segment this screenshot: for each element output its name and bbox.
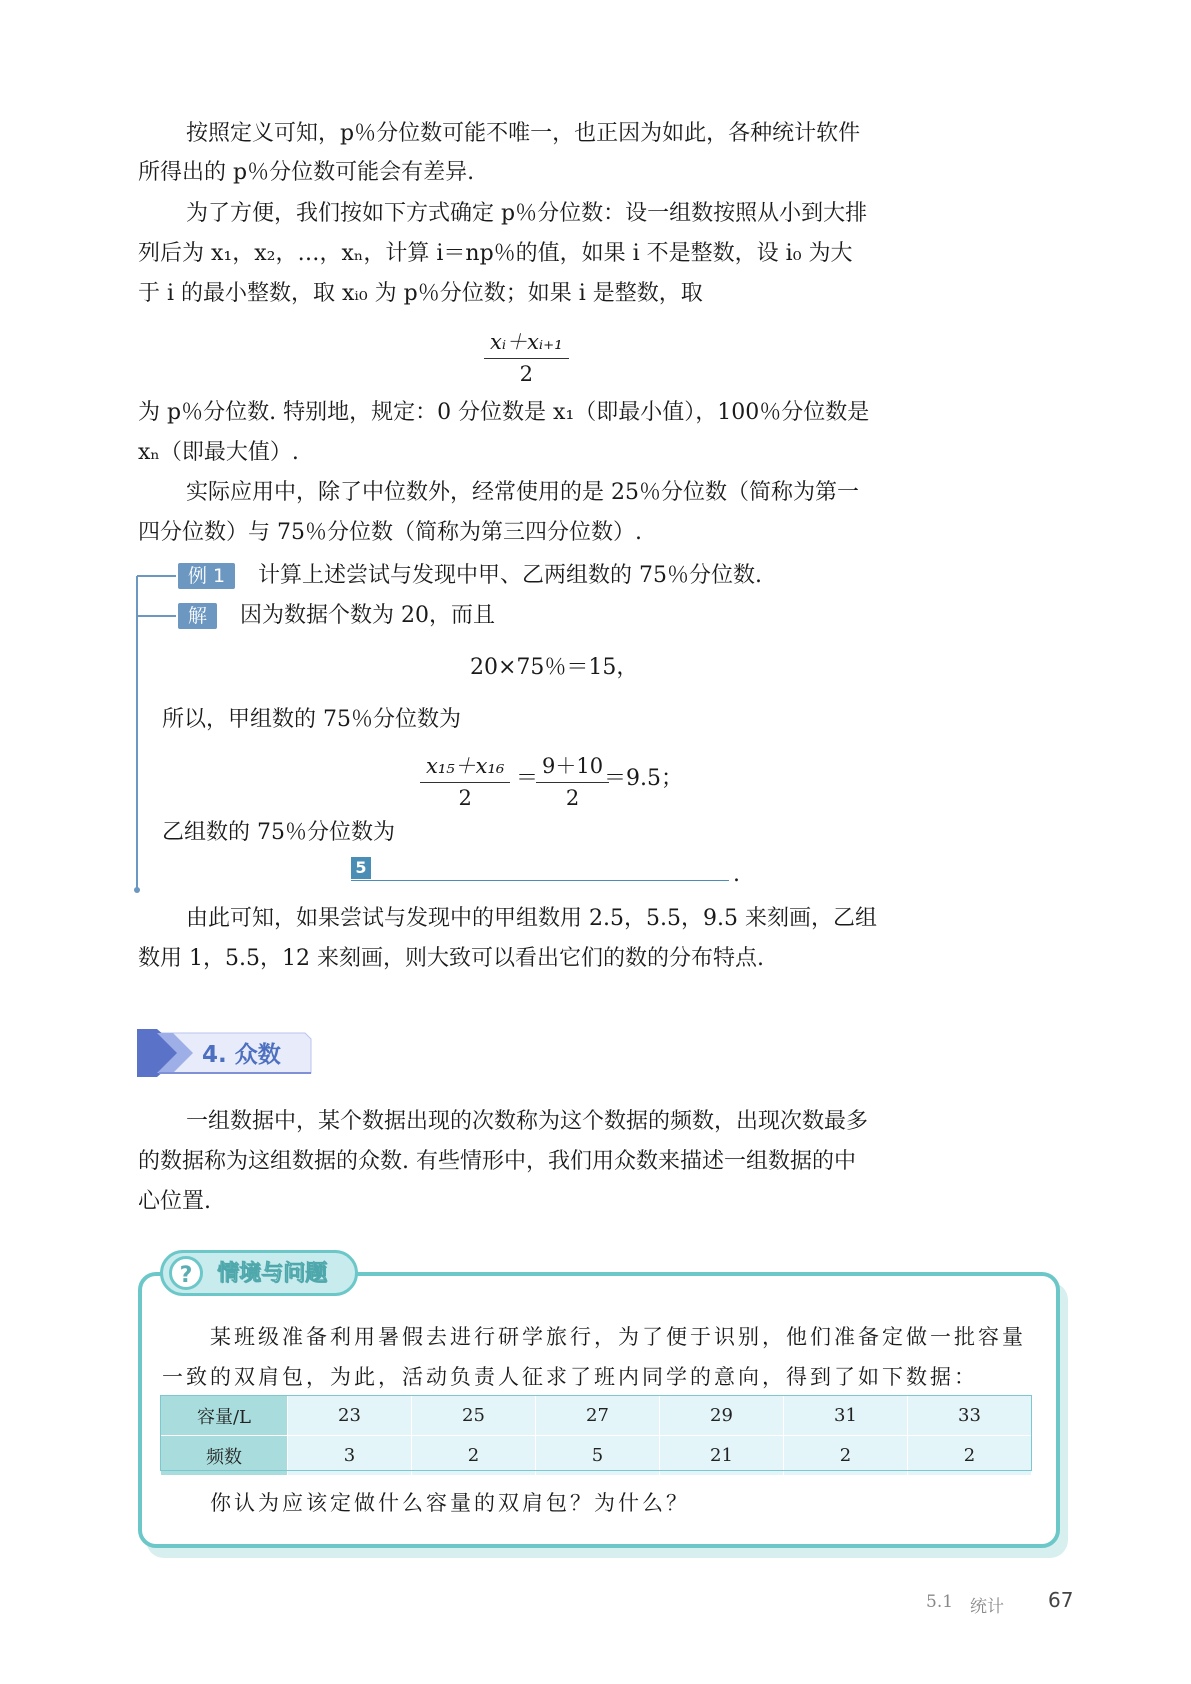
blank-period: .	[733, 862, 740, 887]
solution-line: 因为数据个数为 20，而且	[240, 603, 495, 628]
solution-line: 所以，甲组数的 75％分位数为	[162, 707, 461, 732]
paragraph-line: 所得出的 p％分位数可能会有差异.	[138, 160, 475, 185]
paragraph-line: 于 i 的最小整数，取 xᵢ₀ 为 p％分位数；如果 i 是整数，取	[138, 281, 703, 306]
paragraph-line: 列后为 x₁，x₂，…，xₙ，计算 i＝np％的值，如果 i 不是整数，设 i₀ 为大	[138, 241, 853, 266]
example-question: 计算上述尝试与发现中甲、乙两组数的 75％分位数.	[258, 563, 762, 588]
fraction-numerator: 9＋10	[536, 750, 609, 783]
table-cell: 23	[288, 1396, 412, 1436]
paragraph-line: 心位置.	[138, 1189, 211, 1214]
blank-number-badge: 5	[351, 857, 371, 879]
fraction-numerator: x₁₅＋x₁₆	[420, 750, 510, 783]
solution-label: 解	[178, 603, 217, 629]
paragraph-line: 数用 1，5.5，12 来刻画，则大致可以看出它们的数的分布特点.	[138, 946, 764, 971]
box-question: 你认为应该定做什么容量的双肩包？为什么？	[210, 1491, 690, 1515]
situation-tab	[160, 1250, 358, 1296]
paragraph-line: 一组数据中，某个数据出现的次数称为这个数据的频数，出现次数最多	[186, 1109, 869, 1134]
paragraph-line: 的数据称为这组数据的众数. 有些情形中，我们用众数来描述一组数据的中	[138, 1149, 856, 1174]
table-cell: 5	[536, 1436, 660, 1476]
table-cell: 33	[908, 1396, 1032, 1436]
equals-sign: ＝	[516, 766, 539, 791]
table-cell: 31	[784, 1396, 908, 1436]
box-paragraph-line: 某班级准备利用暑假去进行研学旅行，为了便于识别，他们准备定做一批容量	[210, 1325, 1026, 1349]
box-paragraph-line: 一致的双肩包，为此，活动负责人征求了班内同学的意向，得到了如下数据：	[162, 1365, 978, 1389]
fraction-percentile	[484, 326, 569, 386]
footer-chapter: 统计	[970, 1597, 1004, 1617]
fraction-denominator: 2	[458, 786, 472, 810]
situation-title: 情境与问题	[217, 1261, 328, 1286]
table-cell: 2	[784, 1436, 908, 1476]
section-title: 4. 众数	[202, 1042, 281, 1068]
table-cell: 2	[908, 1436, 1032, 1476]
solution-line: 乙组数的 75％分位数为	[162, 820, 395, 845]
paragraph-line: 为 p％分位数. 特别地，规定：0 分位数是 x₁（即最小值），100％分位数是	[138, 400, 870, 425]
paragraph-line: 四分位数）与 75％分位数（简称为第三四分位数）.	[138, 520, 642, 545]
capacity-frequency-table	[160, 1395, 1032, 1476]
fraction-denominator: 2	[519, 362, 533, 386]
example-label: 例 1	[178, 563, 235, 589]
page-number: 67	[1048, 1588, 1074, 1612]
answer-blank[interactable]	[351, 880, 729, 881]
section-heading	[137, 1029, 312, 1077]
fraction-9-10	[536, 750, 609, 810]
equation: 20×75％＝15，	[470, 655, 639, 680]
paragraph-line: 由此可知，如果尝试与发现中的甲组数用 2.5，5.5，9.5 来刻画，乙组	[186, 906, 877, 931]
footer-section-number: 5.1	[926, 1592, 954, 1612]
paragraph-line: xₙ（即最大值）.	[138, 440, 299, 465]
table-header-cell: 容量/L	[161, 1396, 288, 1436]
table-cell: 3	[288, 1436, 412, 1476]
table-cell: 21	[660, 1436, 784, 1476]
paragraph-line: 实际应用中，除了中位数外，经常使用的是 25％分位数（简称为第一	[186, 480, 859, 505]
table-cell: 2	[412, 1436, 536, 1476]
paragraph-line: 为了方便，我们按如下方式确定 p％分位数：设一组数按照从小到大排	[186, 201, 868, 226]
table-row	[161, 1436, 1032, 1476]
fraction-numerator: xᵢ＋xᵢ₊₁	[484, 326, 569, 359]
table-row	[161, 1396, 1032, 1436]
table-header-cell: 频数	[161, 1436, 288, 1476]
table-cell: 25	[412, 1396, 536, 1436]
table-cell: 29	[660, 1396, 784, 1436]
question-mark-icon: ?	[169, 1256, 203, 1290]
table-cell: 27	[536, 1396, 660, 1436]
equation-result: ＝9.5；	[604, 766, 683, 791]
fraction-x15-x16	[420, 750, 510, 810]
paragraph-line: 按照定义可知，p％分位数可能不唯一，也正因为如此，各种统计软件	[186, 121, 861, 146]
fraction-denominator: 2	[565, 786, 580, 810]
